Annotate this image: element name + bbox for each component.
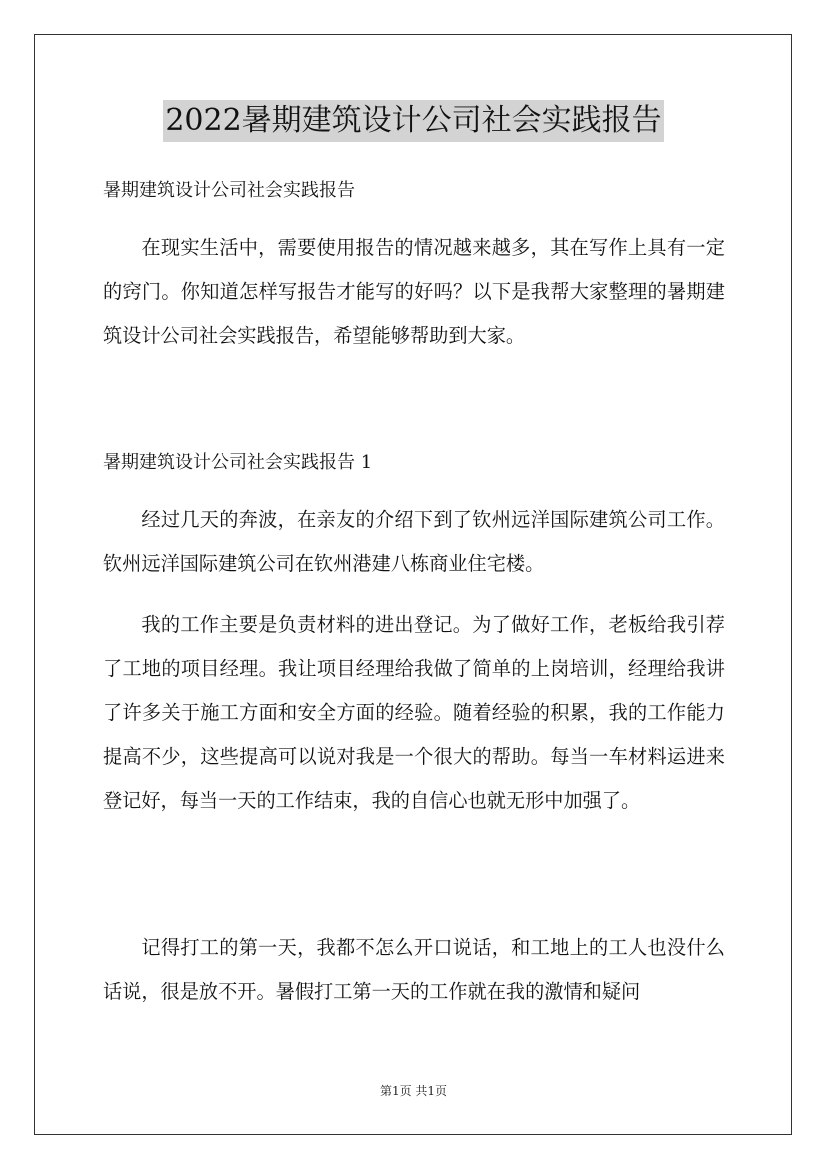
page-indicator: 第1页 共1页 (379, 1084, 448, 1098)
intro-section (103, 178, 725, 204)
section-1-body (103, 498, 725, 586)
section-paragraph-1: 经过几天的奔波，在亲友的介绍下到了钦州远洋国际建筑公司工作。钦州远洋国际建筑公司在钦州港建八栋商业住宅楼。 (103, 508, 725, 575)
section-paragraph-2: 我的工作主要是负责材料的进出登记。为了做好工作，老板给我引荐了工地的项目经理。我让项目经理给我做了简单的上岗培训，经理给我讲了许多关于施工方面和安全方面的经验。随着经验的积累，我的工作能力提高不少，这些提高可以说对我是一个很大的帮助。每当一车材料运进来登记好，每当一天的工作结束，我的自信心也就无形中加强了。 (103, 613, 725, 812)
section-paragraph-3: 记得打工的第一天，我都不怎么开口说话，和工地上的工人也没什么话说，很是放不开。暑假打工第一天的工作就在我的激情和疑问 (103, 936, 725, 1003)
document-title: 2022暑期建筑设计公司社会实践报告 (163, 100, 663, 142)
section-1-body-2 (103, 603, 725, 823)
section-1 (103, 450, 725, 476)
page-footer (0, 1082, 827, 1100)
intro-heading: 暑期建筑设计公司社会实践报告 (103, 180, 355, 201)
intro-paragraph: 在现实生活中，需要使用报告的情况越来越多，其在写作上具有一定的窍门。你知道怎样写报告才能写的好吗？以下是我帮大家整理的暑期建筑设计公司社会实践报告，希望能够帮助到大家。 (103, 236, 725, 347)
section-1-body-3 (103, 926, 725, 1014)
intro-body (103, 226, 725, 358)
title-container (0, 100, 827, 142)
section-heading: 暑期建筑设计公司社会实践报告 1 (103, 452, 373, 473)
